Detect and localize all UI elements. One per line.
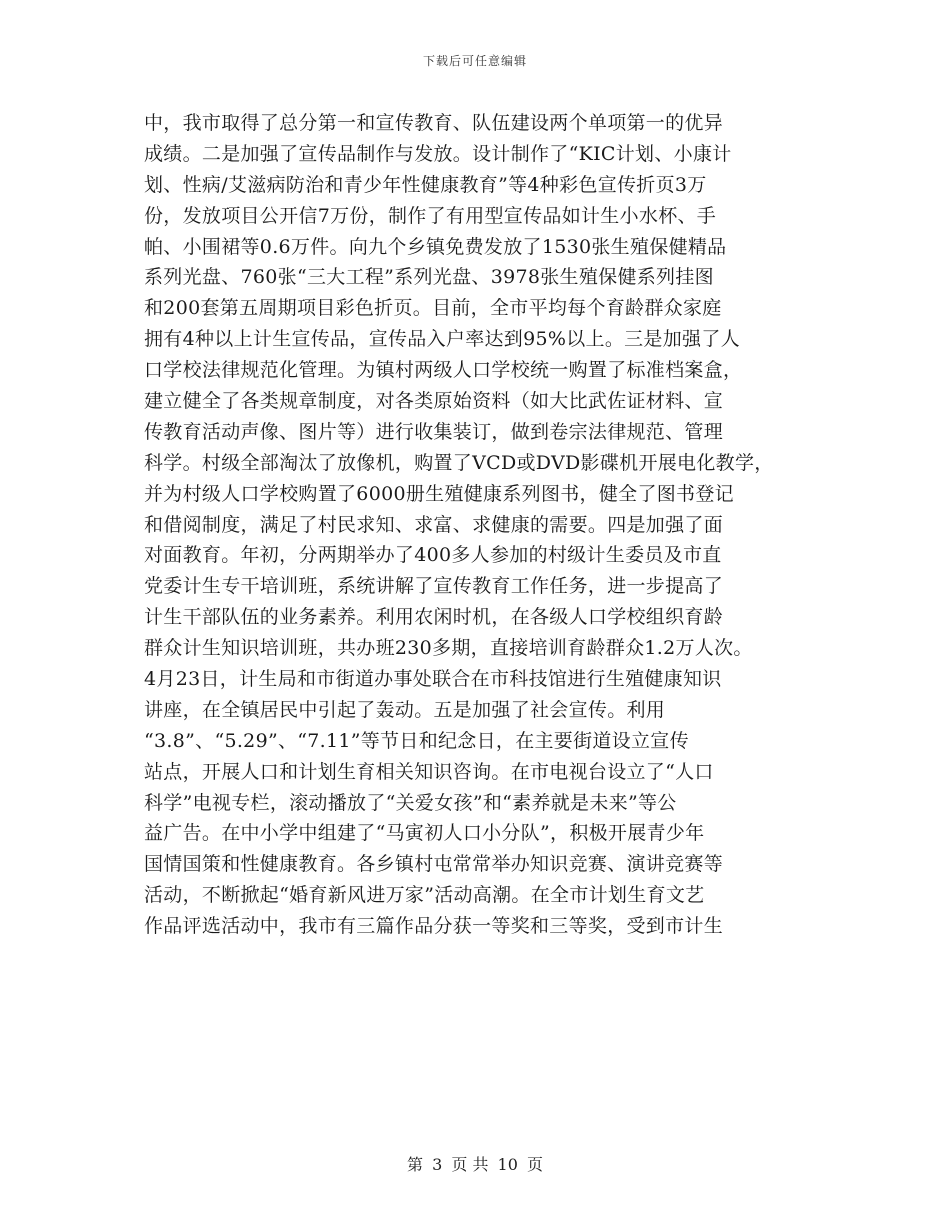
body-line: 拥有4种以上计生宣传品，宣传品入户率达到95%以上。三是加强了人 [144, 328, 740, 351]
page-header: 下载后可任意编辑 [422, 54, 527, 68]
body-line: 口学校法律规范化管理。为镇村两级人口学校统一购置了标准档案盒， [144, 359, 743, 382]
body-line: 中，我市取得了总分第一和宣传教育、队伍建设两个单项第一的优异 [144, 112, 724, 134]
footer-suffix: 页 [527, 1155, 544, 1174]
body-line: 传教育活动声像、图片等）进行收集装订，做到卷宗法律规范、管理 [144, 420, 724, 443]
body-line: 站点，开展人口和计划生育相关知识咨询。在市电视台设立了“人口 [144, 760, 714, 783]
body-line: 建立健全了各类规章制度，对各类原始资料（如大比武佐证材料、宣 [144, 390, 724, 413]
body-line: 成绩。二是加强了宣传品制作与发放。设计制作了“KIC计划、小康计 [144, 142, 732, 165]
body-line: 4月23日，计生局和市街道办事处联合在市科技馆进行生殖健康知识 [144, 668, 722, 691]
page-footer [0, 1152, 950, 1175]
document-body [144, 108, 844, 942]
body-line: 讲座，在全镇居民中引起了轰动。五是加强了社会宣传。利用 [144, 698, 666, 721]
footer-prefix: 第 [406, 1155, 423, 1174]
total-page-count: 10 [497, 1155, 518, 1174]
body-line: 科学。村级全部淘汰了放像机，购置了VCD或DVD影碟机开展电化教学， [144, 451, 774, 474]
body-line: 计生干部队伍的业务素养。利用农闲时机，在各级人口学校组织育龄 [144, 606, 724, 629]
current-page-number: 3 [432, 1155, 443, 1174]
body-line: 系列光盘、760张“三大工程”系列光盘、3978张生殖保健系列挂图 [144, 266, 714, 289]
body-line: 对面教育。年初，分两期举办了400多人参加的村级计生委员及市直 [144, 544, 722, 567]
body-line: 益广告。在中小学中组建了“马寅初人口小分队”，积极开展青少年 [144, 822, 705, 845]
body-line: 作品评选活动中，我市有三篇作品分获一等奖和三等奖，受到市计生 [144, 915, 724, 938]
body-line: 科学”电视专栏，滚动播放了“关爱女孩”和“素养就是未来”等公 [144, 791, 677, 814]
body-line: 和200套第五周期项目彩色折页。目前，全市平均每个育龄群众家庭 [144, 297, 722, 320]
body-line: 国情国策和性健康教育。各乡镇村屯常常举办知识竞赛、演讲竞赛等 [144, 853, 724, 876]
body-line: 划、性病/艾滋病防治和青少年性健康教育”等4种彩色宣传折页3万 [144, 173, 707, 196]
footer-middle: 页 共 [451, 1155, 489, 1174]
body-line: 党委计生专干培训班，系统讲解了宣传教育工作任务，进一步提高了 [144, 575, 724, 598]
body-line: 活动，不断掀起“婚育新风进万家”活动高潮。在全市计划生育文艺 [144, 884, 705, 907]
body-line: 和借阅制度，满足了村民求知、求富、求健康的需要。四是加强了面 [144, 513, 724, 536]
body-line: 群众计生知识培训班，共办班230多期，直接培训育龄群众1.2万人次。 [144, 637, 753, 660]
body-line: 帕、小围裙等0.6万件。向九个乡镇免费发放了1530张生殖保健精品 [144, 235, 727, 258]
body-line: “3.8”、“5.29”、“7.11”等节日和纪念日，在主要街道设立宣传 [144, 729, 689, 752]
body-line: 并为村级人口学校购置了6000册生殖健康系列图书，健全了图书登记 [144, 482, 734, 505]
body-line: 份，发放项目公开信7万份，制作了有用型宣传品如计生小水杯、手 [144, 204, 717, 227]
